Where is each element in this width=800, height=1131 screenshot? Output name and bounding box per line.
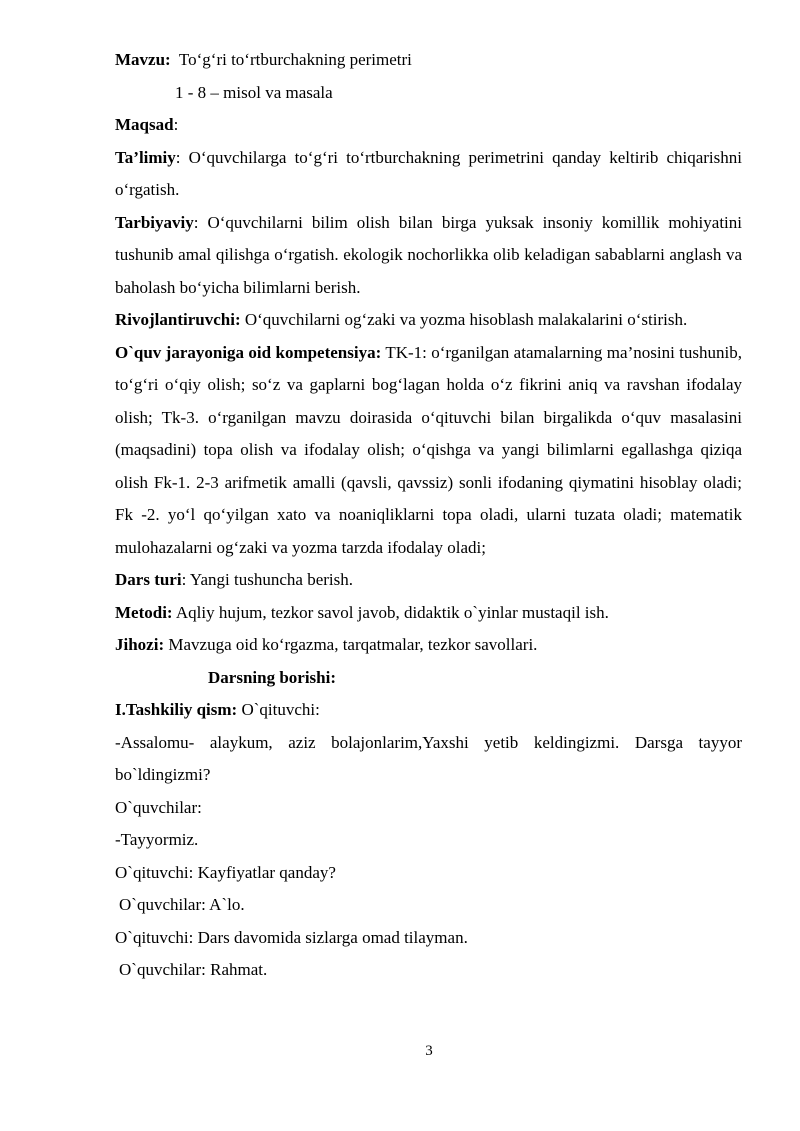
- organizational-part: I.Tashkiliy qism: O`qituvchi:: [115, 700, 320, 719]
- methods: Metodi: Aqliy hujum, tezkor savol javob, didaktik o`yinlar mustaqil ish.: [115, 602, 609, 622]
- dialogue-line: -Assalomu- alaykum, aziz bolajonlarim,Yaxshi yetib keldingizmi. Darsga tayyor bo`ldingizmi?: [115, 732, 742, 784]
- lesson-type: Dars turi: Yangi tushuncha berish.: [115, 570, 353, 589]
- topic-text: To‘g‘ri to‘rtburchakning perimetri: [178, 50, 412, 69]
- dialogue-line: O`quvchilar: A`lo.: [119, 895, 245, 914]
- competency-paragraph: O`quv jarayoniga oid kompetensiya: TK-1: o‘rganilgan atamalarning ma’nosini tushunib, to‘g‘ri o‘qiy olish; so‘z va gaplarni bog‘lagan holda o‘z fikrini aniq va ravshan ifodalay olish; Tk-3. o‘rganilgan mavzu doirasida o‘qituvchi bilan birgalikda o‘quv masalasini (maqsadini) topa olish va ifodalay olish; o‘qishga va yangi bilimlarni egallashga qiziqa olish Fk-1. 2-3 arifmetik amalli (qavsli, qavssiz) sonli ifodaning qiymatini hisoblay oladi; Fk -2. yo‘l qo‘yilgan xato va noaniqliklarni topa oladi, ularni tuzata oladi; matematik mulohazalarni og‘zaki va yozma tarzda ifodalay oladi;: [115, 342, 742, 557]
- topic-label: Mavzu:: [115, 50, 171, 69]
- topic-line: [115, 44, 742, 77]
- page-number: 3: [425, 1043, 433, 1059]
- equipment: Jihozi: Mavzuga oid ko‘rgazma, tarqatmalar, tezkor savollari.: [115, 635, 538, 654]
- dialogue-line: O`qituvchi: Kayfiyatlar qanday?: [115, 862, 336, 882]
- goal-heading: Maqsad:: [115, 115, 179, 134]
- upbringing-goal: Tarbiyaviy: O‘quvchilarni bilim olish bilan birga yuksak insoniy komillik mohiyatini tushunib amal qilishga o‘rgatish. ekologik nochorlikka olib keladigan sabablarni anglash va baholash bo‘yicha bilimlarni berish.: [115, 212, 742, 297]
- topic-subline: 1 - 8 – misol va masala: [175, 82, 333, 102]
- educational-goal: Ta’limiy: O‘quvchilarga to‘g‘ri to‘rtburchakning perimetrini qanday keltirib chiqarishni o‘rgatish.: [115, 147, 742, 199]
- dialogue-line: O`quvchilar: Rahmat.: [119, 960, 268, 979]
- lesson-progress-heading: Darsning borishi:: [208, 667, 336, 687]
- dialogue-line: O`qituvchi: Dars davomida sizlarga omad tilayman.: [115, 927, 468, 947]
- page-content: [115, 44, 742, 987]
- dialogue-line: O`quvchilar:: [115, 797, 202, 817]
- dialogue-line: -Tayyormiz.: [115, 830, 199, 849]
- developmental-goal: Rivojlantiruvchi: O‘quvchilarni og‘zaki va yozma hisoblash malakalarini o‘stirish.: [115, 310, 688, 329]
